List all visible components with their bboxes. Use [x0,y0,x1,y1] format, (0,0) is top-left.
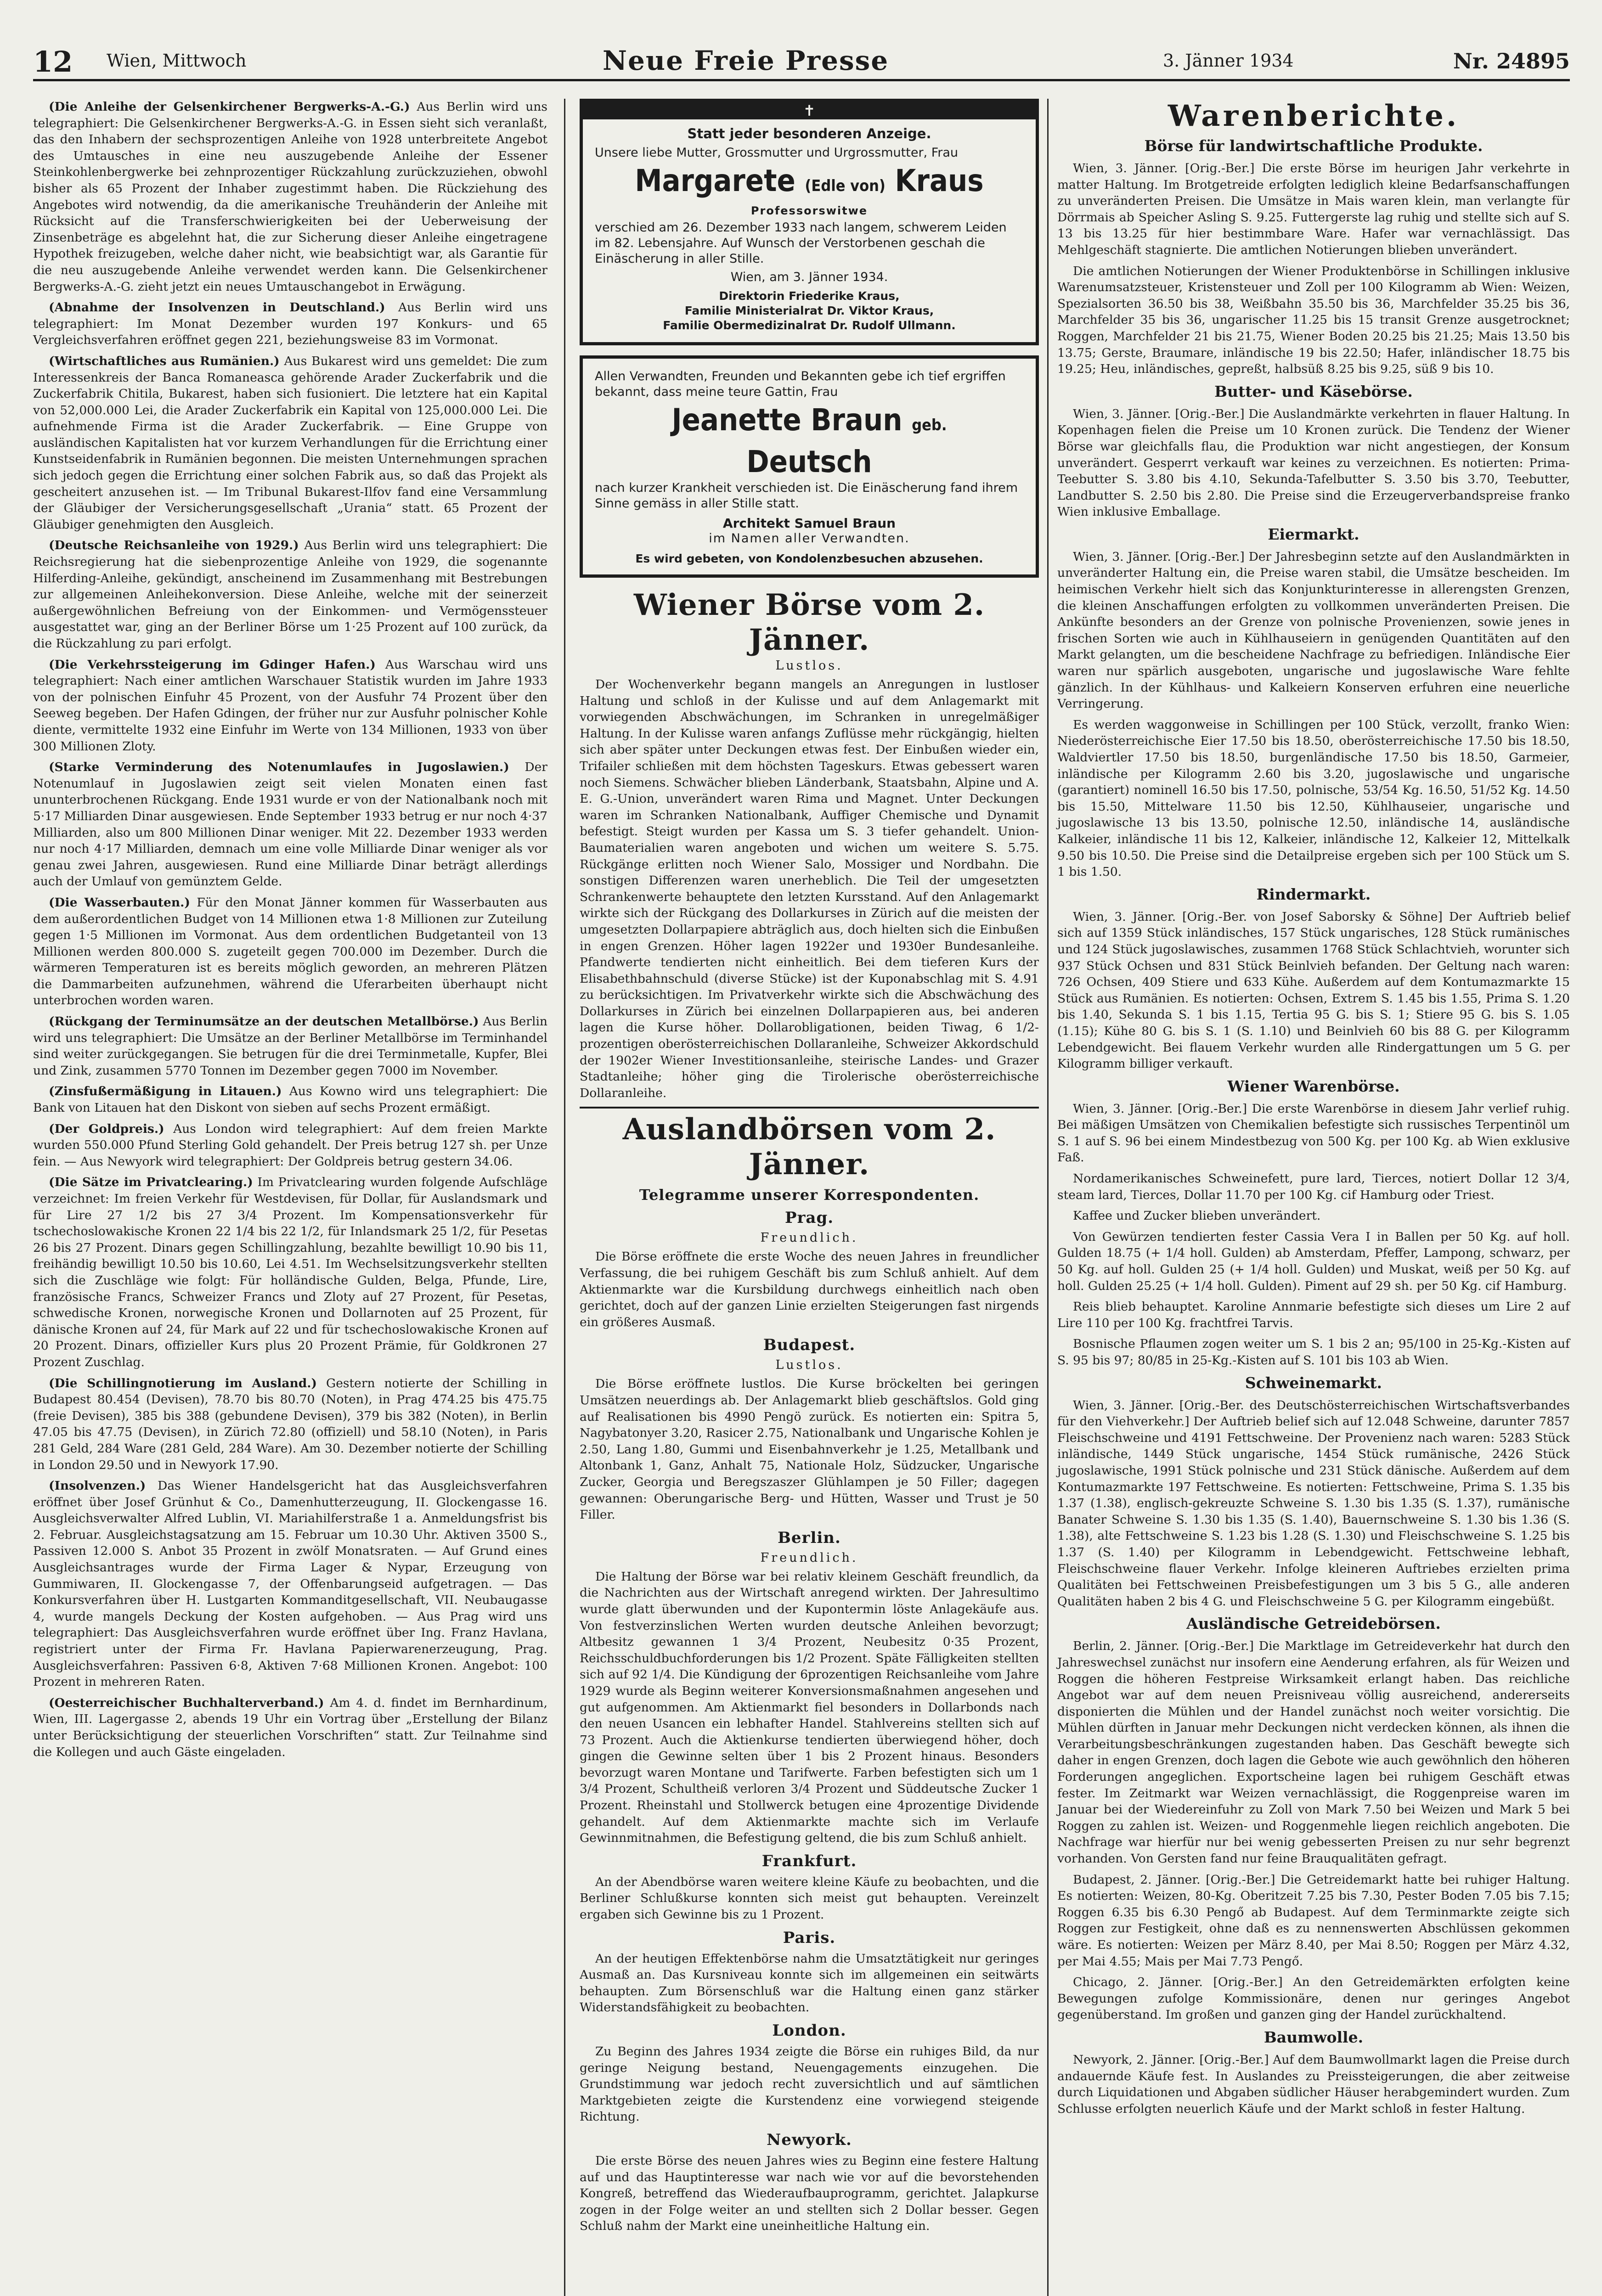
boerse-report: Der Wochenverkehr begann mangels an Anregungen in lustloser Haltung und schloß in der Kulisse und auf dem Anlagemarkt mit vorwiegenden Abschwächungen, im Schranken in unregelmäßiger Haltung. In der Kulisse waren anfangs Zuflüsse mehr rückgängig, hielten sich aber später unter Deckungen etwas fest. Der Einbußen wieder ein, Trifailer schließen mit dem höchsten Tageskurs. Etwas gebessert waren noch Siemens. Schwächer blieben Länderbank, Staatsbahn, Alpine und A. E. G.-Union, unverändert waren Rima und Magnet. Unter Deckungen waren im Schranken Nationalbank, Auffiger Chemische und Dynamit befestigt. Steigt wurden per Kassa um S. 3 tiefer gehandelt. Union-Baumaterialien waren angeboten und wichen um weitere S. 5.75. Rückgänge erlitten noch Wiener Salo, Mossiger und Nordbahn. Die sonstigen Differenzen waren unerheblich. Die Teil der umgesetzten Schrankenwerte behauptete den letzten Kursstand. Auf den Anlagemarkt wirkte sich der Rückgang des Dollarkurses in Zürich auf die meisten der umgesetzten Dollarpapiere abträglich aus, doch hielten sich die Einbußen in engen Grenzen. Höher lagen 1922er und 1930er Bundesanleihe. Pfandwerte tendierten nicht einheitlich. Bei dem tieferen Kurs der Elisabethbahnschuld (diverse Stücke) ist der Kuponabschlag mit S. 4.91 zu berücksichtigen. Im Privatverkehr wirkte sich die Abschwächung des Dollarkurses in Zürich bei einzelnen Dollarpapieren aus, bei anderen lagen die Kurse höher. Dollarobligationen, beiden Tiwag, 6 1/2-prozentigen oberösterreichischen Dollaranleihe, Schweizer Akkordschuld der 1902er Wiener Investitionsanleihe, steirische Landes- und Grazer Stadtanleihe; höher ging die Tirolerische oberösterreichische Dollaranleihe. [580,677,1039,1100]
boerse-mood: Lustlos. [775,658,843,673]
section-text: Kaffee und Zucker blieben unverändert. [1073,1209,1321,1223]
news-item [33,657,547,755]
deceased-last-name: Kraus [895,163,984,198]
notice-text: verschied am 26. Dezember 1933 nach langem, schwerem Leiden im 82. Lebensjahre. Auf Wunsch der Verstorbenen geschah die Einäscherung in aller Stille. [595,220,1007,266]
item-text: Am 4. d. findet im Bernhardinum, Wien, III. Lagergasse 2, abends 19 Uhr ein Vortrag über „Erstellung der Bilanz unter Berücksichtigung der steuerlichen Vorschriften“ statt. Zur Teilnahme sind die Kollegen und auch Gäste eingeladen. [33,1695,547,1759]
news-item [33,1478,547,1690]
middle-column [580,99,1039,2239]
notice-signature-line: im Namen aller Verwandten. [709,531,910,546]
item-text: Aus Berlin wird uns telegraphiert: Die Umsätze an der Berliner Metallbörse im Terminhandel sind weiter zurückgegangen. Sie betrugen für die drei Terminmetalle, Kupfer, Blei und Zink, zusammen 5770 Tonnen im Dezember gegen 7000 im November. [33,1014,547,1078]
ausland-subtitle: Telegramme unserer Korrespondenten. [639,1186,980,1204]
item-heading: (Die Sätze im Privatclearing.) [49,1175,253,1190]
section-text: Reis blieb behauptet. Karoline Annmarie befestigte sich dieses um Lire 2 auf Lire 110 per 100 Kg. frachtfrei Tarvis. [1057,1300,1570,1330]
city-mood: Freundlich. [760,1550,858,1565]
news-item [33,99,547,295]
masthead-date: 3. Jänner 1934 [1163,51,1294,71]
section-text: Berlin, 2. Jänner. [Orig.-Ber.] Die Marktlage im Getreideverkehr hat durch den Jahreswechsel zunächst nur insofern eine Aenderung erfahren, als für Weizen und Roggen die höheren Festpreise Wirksamkeit erlangt haben. Das reichliche Angebot war auf dem neuen Preisniveau völlig ausreichend, andererseits disponierten die Mühlen und der Handel zunächst noch weiter vorsichtig. Die Mühlen dürften in Januar mehr Deckungen nicht verdecken können, als ihnen die Verarbeitungsbeschränkungen zugestanden haben. Das Geschäft bewegte sich daher in engen Grenzen, doch lagen die Gebote wie auch gewöhnlich den höheren Forderungen angeglichen. Exportscheine lagen bei ruhigem Geschäft etwas fester. Im Zeitmarkt war Weizen vernachlässigt, die Roggenpreise waren im Januar bei der Wiedereinfuhr zu Zoll von Mark 7.50 bei Weizen und Mark 5 bei Roggen zu zahlen ist. Weizen- und Roggenmehle liegen reichlich angeboten. Die Nachfrage war hierfür nur bei wenig gebesserten Preisen zu nur sehr begrenzt vorhanden. Von Gersten fand nur feine Brauqualitäten gefragt. [1057,1639,1570,1866]
news-item [33,759,547,890]
city-mood: Lustlos. [775,1358,843,1373]
news-item [33,537,547,652]
item-text: Aus Berlin wird uns telegraphiert: Die Gelsenkirchener Bergwerks-A.-G. in Essen sieht sich veranlaßt, das den Inhabern der sechsprozentigen Anleihe von 1928 unterbreitete Angebot des Umtausches in eine neu auszugebende Anleihe der Essener Steinkohlenbergwerke bei zehnprozentiger Rückzahlung zurückzuziehen, obwohl bisher als 65 Prozent der Inhaber zugestimmt haben. Die Rückziehung des Angebotes wird notwendig, da die amerikanische Treuhänderin der Anleihe mit Rücksicht auf die Transferschwierigkeiten bei der Ueberweisung der Zinsenbeträge es abgelehnt hat, die zur Sicherung dieser Anleihe eingetragene Hypothek freizugeben, welche daher nicht, wie beabsichtigt war, als Garantie für die neu auszugebende Anleihe verwendet werden kann. Die Gelsenkirchener Bergwerks-A.-G. zieht jetzt ein neues Umtauschangebot in Erwägung. [33,100,547,294]
section-text: Die amtlichen Notierungen der Wiener Produktenbörse in Schillingen inklusive Warenumsatzsteuer, Kristensteuer und Zoll per 100 Kilogramm ab Wien: Weizen, Spezialsorten 36.50 bis 38, Weißbahn 35.50 bis 36, Marchfelder 35.25 bis 36, Marchfelder 35 bis 36, ungarischer 11.25 bis 15 transit Grenze ausgetrocknet; Roggen, Marchfelder 21 bis 21.75, Wiener Boden 20.25 bis 21.25; Mais 13.50 bis 13.75; Gerste, Braumare, inländische 19 bis 22.50; Hafer, inländischer 18.75 bis 19.25; Heu, inländisches, gepreßt, halbsüß 8.25 bis 9.25, süß 9 bis 10. [1057,264,1570,377]
issue-number: Nr. 24895 [1453,49,1570,73]
deceased-first-name: Jeanette Braun [671,402,903,438]
section-heading: Wiener Warenbörse. [1227,1077,1400,1095]
section-heading: Baumwolle. [1264,2028,1364,2046]
item-text: Aus London wird telegraphiert: Auf dem freien Markte wurden 550.000 Pfund Sterling Gold gehandelt. Der Preis betrug 127 sh. per Unze fein. — Aus Newyork wird telegraphiert: Der Goldpreis betrug gestern 34.06. [33,1121,547,1169]
right-column [1057,99,1570,2122]
section-text: Wien, 3. Jänner. [Orig.-Ber. von Josef Saborsky & Söhne] Der Auftrieb belief sich auf 1359 Stück inländisches, 157 Stück ungarisches, 128 Stück rumänisches und 124 Stück jugoslawisches, zusammen 1768 Stück Schlachtvieh, worunter sich 937 Stück Ochsen und 831 Stück Beinlvieh befanden. Der Geltung nach waren: 726 Ochsen, 409 Stiere und 633 Kühe. Außerdem auf dem Kontumazmarkte 15 Stück aus Rumänien. Es notierten: Ochsen, Extrem S. 1.45 bis 1.55, Prima S. 1.20 bis 1.40, Sekunda S. 1 bis 1.15, Tertia 95 G. bis S. 1; Stiere 95 G. bis S. 1.05 (1.15); Kühe 80 G. bis S. 1 (S. 1.10) und Beinlvieh 60 bis 88 G. per Kilogramm Lebendgewicht. Bei flauem Verkehr wurden alle Rindergattungen um 5 G. per Kilogramm billiger verkauft. [1057,909,1570,1071]
city-mood: Freundlich. [760,1231,858,1245]
cross-icon: ✝ [803,102,816,119]
item-heading: (Die Anleihe der Gelsenkirchener Bergwerks-A.-G.) [49,100,410,114]
item-heading: (Die Verkehrssteigerung im Gdinger Hafen.) [49,657,376,672]
item-text: Gestern notierte der Schilling in Budapest 80.454 (Devisen), 78.70 bis 80.70 (Noten), in Prag 474.25 bis 475.75 (freie Devisen), 385 bis 388 (gebundene Devisen), 379 bis 382 (Noten), in Berlin 47.05 bis 47.75 (Devisen), in Zürich 72.80 (offiziell) und 58.10 (Noten), in Paris 281 Geld, 284 Ware (281 Geld, 284 Ware). Am 30. Dezember notierte der Schilling in London 29.50 und in Newyork 17.90. [33,1376,547,1472]
city-report: Die Börse eröffnete die erste Woche des neuen Jahres in freundlicher Verfassung, die bei ruhigem Geschäft bis zum Schluß anhielt. Auf dem Aktienmarkte war die Kursbildung durchwegs einheitlich nach oben gerichtet, doch auf der ganzen Linie erzielten Steigerungen fast nirgends ein größeres Ausmaß. [580,1249,1039,1329]
item-heading: (Der Goldpreis.) [49,1121,164,1136]
notice-date: Wien, am 3. Jänner 1934. [730,270,888,284]
news-item [33,353,547,533]
item-heading: (Starke Verminderung des Notenumlaufes in Jugoslawien.) [49,760,509,775]
notice-footer: Es wird gebeten, von Kondolenzbesuchen abzusehen. [635,552,983,565]
section-text: Chicago, 2. Jänner. [Orig.-Ber.] An den Getreidemärkten erfolgten keine Bewegungen zufolge Kommissionäre, denen nur geringes Angebot gegenüberstand. Im großen und ganzen ging der Handel zurückhaltend. [1057,1975,1570,2022]
section-text: Wien, 3. Jänner. [Orig.-Ber.] Der Jahresbeginn setzte auf den Auslandmärkten in unveränderter Haltung ein, die Preise waren stabil, die Umsätze bescheiden. Im heimischen Verkehr hielt sich das Konjunkturinteresse in allerengsten Grenzen, die kleinen Anschaffungen erfolgten zu vollkommen unveränderten Preisen. Die Ankünfte besonders an der Grenze von polnische Provenienzen, sowie jenes in frischen Sorten wie auch in Kühlhauseiern in genügenden Quantitäten auf den Markt gelangten, um die bescheidene Nachfrage zu befriedigen. Inländische Eier waren nur spärlich ausgeboten, ungarische und jugoslawische Ware fehlte gänzlich. In der Kühlhaus- und Kalkeiern Konserven erfuhren eine neuerliche Verringerung. [1057,549,1570,711]
item-heading: (Wirtschaftliches aus Rumänien.) [49,354,280,368]
city-heading: London. [772,2021,846,2040]
item-text: Das Wiener Handelsgericht hat das Ausgleichsverfahren eröffnet über Josef Grünhut & Co., Damenhutterzeugung, II. Glockengasse 16. Ausgleichsverwalter Alfred Lublin, VI. Mariahilferstraße 1 a. Anmeldungsfrist bis 2. Februar. Ausgleichstagsatzung am 15. Februar um 10.30 Uhr. Aktiven 3500 S., Passiven 12.000 S. Anbot 35 Prozent in zwölf Monatsraten. — Auf Grund eines Ausgleichsantrages wurde der Firma Lager & Nypar, Erzeugung von Gummiwaren, II. Glockengasse 7, der Offenbarungseid aufgetragen. — Das Konkursverfahren über H. Lustgarten Kommanditgesellschaft, VII. Neubaugasse 4, wurde mangels Deckung der Kosten aufgehoben. — Aus Prag wird uns telegraphiert: Das Ausgleichsverfahren wurde eröffnet über Ing. Franz Havlana, registriert unter der Firma Fr. Havlana Papierwarenerzeugung, Prag. Ausgleichsverfahren: Passiven 6·8, Aktiven 7·68 Millionen Kronen. Angebot: 100 Prozent in mehreren Raten. [33,1479,547,1689]
section-heading: Eiermarkt. [1268,525,1359,543]
city-heading: Prag. [784,1209,834,1227]
item-text: Für den Monat Jänner kommen für Wasserbauten aus dem außerordentlichen Budget von 14 Millionen etwa 1·8 Millionen zur Zuteilung gegen 1·5 Millionen im Vormonat. Aus dem ordentlichen Budgetanteil von 13 Millionen werden 800.000 S. zugeteilt gegen 700.000 im Dezember. Durch die wärmeren Temperaturen ist es bereits möglich geworden, an mehreren Plätzen die Dammarbeiten aufzunehmen, während die Uferarbeiten überhaupt nicht unterbrochen worden waren. [33,895,547,1008]
boerse-title: Wiener Börse vom 2. Jänner. [633,588,985,657]
news-item [33,1083,547,1116]
page-number: 12 [33,45,73,79]
item-heading: (Die Wasserbauten.) [49,895,190,910]
ausland-title: Auslandbörsen vom 2. Jänner. [622,1112,996,1182]
obituary-notice-braun [580,355,1039,578]
newspaper-title: Neue Freie Presse [603,45,889,76]
news-item [33,1121,547,1170]
item-text: Aus Bukarest wird uns gemeldet: Die zum Interessenkreis der Banca Romaneasca gehörende Arader Zuckerfabrik und die Zuckerfabrik Chitila, Bukarest, haben sich fusioniert. Die letztere hat ein Kapital von 52,000.000 Lei, die Arader Zuckerfabrik ein Kapital von 125,000.000 Lei. Die aufnehmende Firma ist die Arader Zuckerfabrik. — Eine Gruppe von ausländischen Kapitalisten hat vor kurzem Verhandlungen für die Errichtung einer Kunstseidenfabrik in Rumänien begonnen. Die meisten Unternehmungen sprachen sich jedoch gegen die Errichtung einer solchen Fabrik aus, so daß das Projekt als gescheitert anzusehen ist. — Im Tribunal Bukarest-Ilfov fand eine Versammlung der Gläubiger der Versicherungsgesellschaft „Urania“ statt. 65 Prozent der Gläubiger genehmigten den Ausgleich. [33,354,547,532]
city-heading: Newyork. [767,2130,852,2149]
item-heading: (Rückgang der Terminumsätze an der deutschen Metallbörse.) [49,1014,479,1029]
section-heading: Butter- und Käsebörse. [1214,382,1413,400]
city-report: An der heutigen Effektenbörse nahm die Umsatztätigkeit nur geringes Ausmaß an. Das Kursniveau konnte sich im allgemeinen ein seitwärts behaupten. Zum Börsenschluß war die Haltung einen ganz stärker Widerstandsfähigkeit zu beobachten. [580,1951,1039,2015]
item-text: Der Notenumlauf in Jugoslawien zeigt seit vielen Monaten einen fast ununterbrochenen Rückgang. Ende 1931 wurde er von der Nationalbank noch mit 5·17 Milliarden Dinar ausgewiesen. Ende September 1933 betrug er nur noch 4·37 Milliarden, also um 800 Millionen Dinar weniger. Mit 22. Dezember 1933 werden nur noch 4·17 Milliarden, demnach um eine volle Milliarde Dinar weniger als vor genau zwei Jahren, ausgewiesen. Rund eine Milliarde Dinar beträgt allerdings auch der Umlauf von gemünztem Gelde. [33,760,548,889]
item-text: Im Privatclearing wurden folgende Aufschläge verzeichnet: Im freien Verkehr für Westdevisen, für Dollar, für Auslandsmark und für Lire 27 1/2 bis 27 3/4 Prozent. Im Kompensationsverkehr für tschechoslowakische Kronen 22 1/4 bis 22 1/2, für Inlandsmark 25 1/2, für Pesetas 26 bis 27 Prozent. Dinars gegen Schillingzahlung, bezahlte bewilligt 10.90 bis 11, freihändig bewilligt 10.50 bis 10.60, Lei 4.51. Im Wechselsitzungsverkehr stellten sich die Zuschläge wie folgt: Für holländische Gulden, Belga, Pfunde, Lire, französische Francs, Schweizer Francs und Zloty auf 27 Prozent, für Pesetas, schwedische Kronen, norwegische Kronen und Dollarnoten auf 25 Prozent, für dänische Kronen auf 24, für Mark auf 22 und für tschechoslowakische Kronen auf 20 Prozent. Dinars, offizieller Kurs plus 20 Prozent Prämie, für Goldkronen 27 Prozent Zuschlag. [33,1175,547,1369]
item-heading: (Zinsfußermäßigung in Litauen.) [49,1084,282,1099]
city-report: Die erste Börse des neuen Jahres wies zu Beginn eine festere Haltung auf und das Hauptinteresse war nach wie vor auf die bevorstehenden Kongreß, betreffend das Wiederaufbauprogramm, gerichtet. Jalapkurse zogen in der Folge weiter an und stellten sich 2 Dollar besser. Gegen Schluß nahm der Markt eine uneinheitliche Haltung ein. [580,2153,1039,2234]
city-report: Die Börse eröffnete lustlos. Die Kurse bröckelten bei geringen Umsätzen neuerdings ab. Der Anlagemarkt blieb geschäftslos. Gold ging auf Realisationen bis 4990 Pengö zurück. Es notierten ein: Spitra 5, Nagybatonyer 3.20, Rasicer 2.75, Nationalbank und Ungarische Kohlen je 2.50, Lang 1.80, Gummi und Eisenbahnverkehr je 1.25, Metallbank und Altonbank 1, Ganz, Anhalt 75, Nationale Holz, Südzucker, Ungarische Zucker, Georgia und Beregszaszer Glühlampen je 50 Filler; dagegen gewannen: Oberungarische Berg- und Hütten, Wasser und Trust je 50 Filler. [580,1377,1039,1522]
masthead-place: Wien, Mittwoch [107,51,247,71]
warenberichte-title: Warenberichte. [1168,99,1460,133]
section-text: Newyork, 2. Jänner. [Orig.-Ber.] Auf dem Baumwollmarkt lagen die Preise durch andauernde Käufe fest. In Auslandes zu Preissteigerungen, die aber zeitweise durch Liquidationen und Abgaben südlicher Häuser herabgemindert wurden. Zum Schlusse erfolgten neuerlich Käufe und der Markt schloß in fester Haltung. [1057,2052,1570,2116]
notice-lead: Statt jeder besonderen Anzeige. [687,126,931,141]
item-heading: (Insolvenzen.) [49,1479,146,1493]
section-text: Budapest, 2. Jänner. [Orig.-Ber.] Die Getreidemarkt hatte bei ruhiger Haltung. Es notierten: Weizen, 80-Kg. Oberitzeit 7.25 bis 7.30, Pester Boden 7.05 bis 7.15; Roggen 6.35 bis 6.30 Pengő ab Budapest. Auf dem Terminmarkte zeigte sich Roggen zur Festigkeit, ohne daß es zu nennenswerten Abschlüssen gekommen wäre. Es notierten: Weizen per März 8.40, per Mai 8.50; Roggen per März 4.32, per Mai 4.55; Mais per Mai 7.73 Pengő. [1057,1872,1570,1969]
masthead [33,42,1570,81]
section-text: Bosnische Pflaumen zogen weiter um S. 1 bis 2 an; 95/100 in 25-Kg.-Kisten auf S. 95 bis 97; 80/85 in 25-Kg.-Kisten auf S. 101 bis 103 ab Wien. [1057,1337,1570,1367]
item-heading: (Deutsche Reichsanleihe von 1929.) [49,538,299,553]
notice-signature: Direktorin Friederike Kraus, [719,289,900,303]
item-heading: (Abnahme der Insolvenzen in Deutschland.) [49,300,385,315]
item-text: Aus Berlin wird uns telegraphiert: Die Reichsregierung hat die siebenprozentige Anleihe von 1929, die sogenannte Hilferding-Anleihe, gekündigt, anscheinend im Zusammenhang mit Bestrebungen zur allgemeinen Anleihekonversion. Diese Anleihe, welche mit der seinerzeit außergewöhnlichen Befreiung von der Einkommen- und Vermögenssteuer ausgestattet war, ging an der Berliner Börse um 1·25 Prozent auf 100 zurück, da die Rückzahlung zu pari erfolgt. [33,538,547,651]
section-text: Wien, 3. Jänner. [Orig.-Ber.] Die Auslandmärkte verkehrten in flauer Haltung. In Kopenhagen fielen die Preise um 10 Kronen zurück. Die Tendenz der Wiener Börse war gleichfalls flau, die Produktion war nicht angestiegen, der Konsum unverändert. Gesperrt verkauft war keines zu verzeichnen. Es notierten: Prima-Teebutter S. 3.80 bis 4.10, Sekunda-Tafelbutter S. 3.50 bis 3.70, Teebutter, Landbutter S. 2.50 bis 2.80. Die Preise sind die Erzeugerverbandspreise franko Wien inklusive Emballage. [1057,406,1570,519]
section-text: Wien, 3. Jänner. [Orig.-Ber.] Die erste Warenbörse in diesem Jahr verlief ruhig. Bei mäßigen Umsätzen von Chemikalien befestigte sich russisches Terpentinöl um S. 1 auf S. 96 bei einem Mindestbezug von 500 Kg. per 100 Kg. ab Wien exklusive Faß. [1057,1101,1570,1165]
notice-intro: Allen Verwandten, Freunden und Bekannten gebe ich tief ergriffen bekannt, dass meine teure Gattin, Frau [595,369,1006,399]
deceased-role: Professorswitwe [750,204,868,217]
news-item [33,1695,547,1760]
city-heading: Budapest. [763,1336,856,1355]
news-item [33,1174,547,1370]
notice-intro: Unsere liebe Mutter, Grossmutter und Urgrossmutter, Frau [595,146,959,160]
notice-signature: Architekt Samuel Braun [722,516,896,531]
section-heading: Ausländische Getreidebörsen. [1186,1615,1441,1633]
deceased-name [616,402,1003,480]
city-heading: Paris. [783,1928,836,1947]
section-text: Nordamerikanisches Schweinefett, pure lard, Tierces, notiert Dollar 12 3/4, steam lard, Tierces, Dollar 11.70 per 100 Kg. cif Hamburg oder Triest. [1057,1171,1570,1202]
item-text: Aus Warschau wird uns telegraphiert: Nach einer amtlichen Warschauer Statistik wurden im Jahre 1933 von der polnischen Einfuhr 45 Prozent, von der Ausfuhr 74 Prozent über den Seeweg begeben. Der Hafen Gdingen, der früher nur zur Ausfuhr polnischer Kohle diente, vermittelte 1932 eine Einfuhr im Werte von 134 Millionen, 1933 von über 300 Millionen Zloty. [33,657,547,754]
section-text: Wien, 3. Jänner. [Orig.-Ber. des Deutschösterreichischen Wirtschaftsverbandes für den Viehverkehr.] Der Auftrieb belief sich auf 12.048 Schweine, darunter 7857 Fleischschweine und 4191 Fettschweine. Der Provenienz nach waren: 5283 Stück inländische, 1449 Stück ungarische, 1454 Stück rumänische, 2426 Stück jugoslawische, 1991 Stück polnische und 231 Stück dänische. Außerdem auf dem Kontumazmarkte 197 Fettschweine. Es notierten: Fettschweine, Prima S. 1.35 bis 1.37 (1.38), englisch-gekreuzte Schweine S. 1.30 bis 1.35 (S. 1.37), rumänische Banater Schweine S. 1.30 bis 1.35 (S. 1.40), Bauernschweine S. 1.30 bis 1.36 (S. 1.38), alte Fettschweine S. 1.23 bis 1.28 (S. 1.30) und Fleischschweine S. 1.25 bis 1.37 (S. 1.40) per Kilogramm in Lebendgewicht. Fettschweine lebhaft, Fleischschweine flauer Verkehr. Infolge kleineren Auftriebes erzielten prima Qualitäten bei Fettschweinen Preisbefestigungen um 3 bis 5 G., alle anderen Qualitäten haben 2 bis 4 G. und Fleischschweine 5 G. per Kilogramm eingebüßt. [1057,1398,1570,1609]
section-text: Wien, 3. Jänner. [Orig.-Ber.] Die erste Börse im heurigen Jahr verkehrte in matter Haltung. Im Brotgetreide erfolgten lediglich kleine Bedarfsanschaffungen zu unveränderten Preisen. Die Umsätze in Mais waren klein, man verlangte für Dörrmais ab Speicher Asling S. 9.25. Futtergerste lag ruhig und stellte sich auf S. 13 bis 13.25 für hier bestimmbare Ware. Hafer war vernachlässigt. Das Mehlgeschäft stagnierte. Die amtlichen Notierungen blieben unverändert. [1057,161,1570,257]
section-heading: Börse für landwirtschaftliche Produkte. [1144,137,1483,155]
news-item [33,299,547,349]
section-text: Es werden waggonweise in Schillingen per 100 Stück, verzollt, franko Wien: Niederösterreichische Eier 17.50 bis 18.50, oberösterreichische 17.50 bis 18.50, Waldviertler 17.50 bis 18.50, burgenländische 17.50 bis 18.50, Garmeier, inländische per Kilogramm 2.60 bis 3.20, jugoslawische und ungarische (garantiert) nominell 16.50 bis 17.50, polnische, 53/54 Kg. 16.50, 51/52 Kg. 14.50 bis 15.50, Mittelware 11.50 bis 12.50, Kühlhauseier, ungarische und jugoslawische 13 bis 13.50, polnische 12.50, inländische 14, ausländische Kalkeier, inländische 11 bis 12, Kalkeier, inländische 12, Kalkeier 12, Mittelkalk 9.50 bis 10.50. Die Preise sind die Detailpreise ergeben sich per 100 Stück um S. 1 bis 1.50. [1057,717,1570,879]
column-rule [1047,99,1049,2296]
city-heading: Frankfurt. [762,1851,857,1870]
divider [580,1107,1039,1109]
item-text: Aus Berlin wird uns telegraphiert: Im Monat Dezember wurden 197 Konkurs- und 65 Vergleichsverfahren eröffnet gegen 221, beziehungsweise 83 im Vormonat. [33,300,547,348]
news-item [33,1375,547,1474]
item-heading: (Oesterreichischer Buchhalterverband.) [49,1695,324,1710]
item-heading: (Die Schillingnotierung im Ausland.) [49,1376,317,1390]
mourning-bar [583,102,1036,119]
notice-signature: Familie Obermedizinalrat Dr. Rudolf Ullmann. [663,319,956,332]
city-report: Die Haltung der Börse war bei relativ kleinem Geschäft freundlich, da die Nachrichten aus der Wirtschaft anregend wirkten. Der Jahresultimo wurde glatt überwunden und der Kupontermin löste Anlagekäufe aus. Von festverzinslichen Werten wurden deutsche Anleihen bevorzugt; Altbesitz gewannen 1 3/4 Prozent, Neubesitz 0·35 Prozent, Reichsschuldbuchforderungen bis 1/2 Prozent. Späte Fälligkeiten stellten sich auf 92 1/4. Die Kündigung der 6prozentigen Reichsanleihe vom Jahre 1929 wurde als Beginn weiterer Konversionsmaßnahmen angesehen und gut aufgenommen. Am Aktienmarkt fiel besonders in Dollarbonds nach den neuen Usancen ein lebhafter Handel. Stahlvereins stellten sich auf 73 Prozent. Auch die Aktienkurse tendierten überwiegend höher, doch gingen die Gewinne selten über 1 bis 2 Prozent hinaus. Besonders bevorzugt waren Montane und Tarifwerte. Farben befestigten sich um 1 3/4 Prozent, Schultheiß verloren 3/4 Prozent und Süddeutsche Zucker 1 Prozent. Rheinstahl und Stollwerck betugen eine 4prozentige Dividende gehandelt. Auf dem Aktienmarkte machte sich im Verlaufe Gewinnmitnahmen, die Befestigung geltend, die bis zum Schluß anhielt. [580,1569,1039,1846]
column-rule [564,99,565,2296]
city-report: Zu Beginn des Jahres 1934 zeigte die Börse ein ruhiges Bild, da nur geringe Neigung bestand, Neuengagements einzugehen. Die Grundstimmung war jedoch recht zuversichtlich und auf sämtlichen Marktgebieten zeigte die Kurstendenz eine vorwiegend steigende Richtung. [580,2044,1039,2124]
deceased-name [616,163,1003,204]
deceased-first-name: Margarete [635,163,795,198]
notice-signature: Familie Ministerialrat Dr. Viktor Kraus, [684,304,934,317]
section-text: Von Gewürzen tendierten fester Cassia Vera I in Ballen per 50 Kg. auf holl. Gulden 18.75 (+ 1/4 holl. Gulden) ab Amsterdam, Pfeffer, Lampong, schwarz, per 50 Kg. auf holl. Gulden 25 (+ 1/4 holl. Gulden) und Muskat, weiß per 50 Kg. auf holl. Gulden 25.25 (+ 1/4 holl. Gulden). Piment auf 29 sh. per 50 Kg. cif Hamburg. [1057,1229,1570,1293]
news-item [33,895,547,1009]
deceased-née: geb. [912,416,947,434]
item-text: Aus Kowno wird uns telegraphiert: Die Bank von Litauen hat den Diskont von sieben auf sechs Prozent ermäßigt. [33,1084,547,1115]
city-heading: Berlin. [778,1528,841,1547]
obituary-notice-kraus [580,99,1039,345]
deceased-maiden-name: Deutsch [746,444,872,479]
section-heading: Rindermarkt. [1256,885,1371,903]
notice-text: nach kurzer Krankheit verschieden ist. Die Einäscherung fand ihrem Sinne gemäss in aller Stille statt. [595,481,1018,511]
left-column [33,99,547,1765]
section-heading: Schweinemarkt. [1245,1373,1382,1392]
city-report: An der Abendbörse waren weitere kleine Käufe zu beobachten, und die Berliner Schlußkurse konnten sich meist gut behaupten. Vereinzelt ergaben sich Gewinne bis zu 1 Prozent. [580,1874,1039,1922]
news-item [33,1013,547,1079]
deceased-title: (Edle von) [805,177,886,195]
